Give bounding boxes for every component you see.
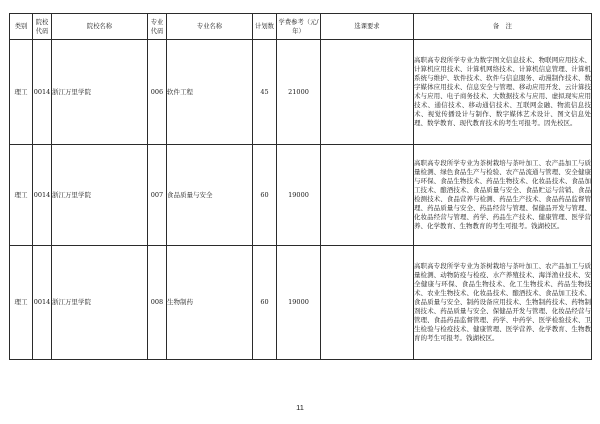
cell-tuition: 19000 (277, 246, 321, 360)
cell-major-name: 软件工程 (167, 40, 253, 145)
cell-remarks: 高职高专段所学专业为茶树栽培与茶叶加工、农产品加工与质量检测、绿色食品生产与检验、农产品流通与管理、安全健康与环保、食品生物技术、药品生物技术、化妆品技术、食品加工技术、酿酒技术、食品质量与安全、食品贮运与营销、食品检测技术、食品营养与检测、药品生产技术、食品药品监督管理、药品质量与安全、药品经营与管理、保健品开发与管理、化妆品经营与管理、药学、药品生产技术、健康管理、医学营养、化学教育、生物教育的考生可报考。钱湖校区。 (414, 145, 592, 246)
cell-requirements (321, 145, 414, 246)
table-row (10, 145, 592, 246)
page-number: 11 (296, 403, 304, 412)
cell-school-name: 浙江万里学院 (52, 40, 148, 145)
header-school-code: 院校代码 (33, 14, 52, 40)
cell-school-code: 0014 (33, 40, 52, 145)
cell-category: 理工 (10, 145, 33, 246)
header-requirements: 选课要求 (321, 14, 414, 40)
header-major-name: 专业名称 (167, 14, 253, 40)
cell-requirements (321, 246, 414, 360)
cell-category: 理工 (10, 40, 33, 145)
cell-plan-count: 60 (253, 246, 277, 360)
cell-tuition: 19000 (277, 145, 321, 246)
cell-major-name: 食品质量与安全 (167, 145, 253, 246)
cell-plan-count: 45 (253, 40, 277, 145)
header-school-name: 院校名称 (52, 14, 148, 40)
header-major-code: 专业代码 (148, 14, 167, 40)
cell-major-code: 008 (148, 246, 167, 360)
cell-remarks: 高职高专段所学专业为茶树栽培与茶叶加工、农产品加工与质量检测、动物防疫与检疫、水产养殖技术、海洋渔业技术、安全健康与环保、食品生物技术、化工生物技术、药品生物技术、农业生物技术、化妆品技术、酿酒技术、食品加工技术、食品质量与安全、制药设备应用技术、生物制药技术、药物制剂技术、药品质量与安全、保健品开发与管理、化妆品经营与管理、食品药品监督管理、药学、中药学、医学检验技术、卫生检验与检疫技术、健康管理、医学营养、化学教育、生物教育的考生可报考。钱湖校区。 (414, 246, 592, 360)
table-row (10, 40, 592, 145)
cell-major-name: 生物制药 (167, 246, 253, 360)
cell-category: 理工 (10, 246, 33, 360)
cell-major-code: 006 (148, 40, 167, 145)
table-header-row (10, 14, 592, 40)
header-category: 类别 (10, 14, 33, 40)
enrollment-plan-table (9, 13, 592, 360)
cell-school-code: 0014 (33, 246, 52, 360)
cell-requirements (321, 40, 414, 145)
header-remarks: 备 注 (414, 14, 592, 40)
cell-school-name: 浙江万里学院 (52, 145, 148, 246)
cell-major-code: 007 (148, 145, 167, 246)
cell-plan-count: 60 (253, 145, 277, 246)
cell-tuition: 21000 (277, 40, 321, 145)
header-plan-count: 计划数 (253, 14, 277, 40)
cell-school-code: 0014 (33, 145, 52, 246)
table-row (10, 246, 592, 360)
header-tuition: 学费参考（元/年） (277, 14, 321, 40)
cell-remarks: 高职高专段所学专业为数字图文信息技术、物联网应用技术、计算机应用技术、计算机网络技术、计算机信息管理、计算机系统与维护、软件技术、软件与信息服务、动漫制作技术、数字媒体应用技术、信息安全与管理、移动应用开发、云计算技术与应用、电子商务技术、大数据技术与应用、虚拟现实应用技术、通信技术、移动通信技术、互联网金融、物流信息技术、视觉传播设计与制作、数字媒体艺术设计、图文信息处理、数学教育、现代教育技术的考生可报考。因先校区。 (414, 40, 592, 145)
cell-school-name: 浙江万里学院 (52, 246, 148, 360)
